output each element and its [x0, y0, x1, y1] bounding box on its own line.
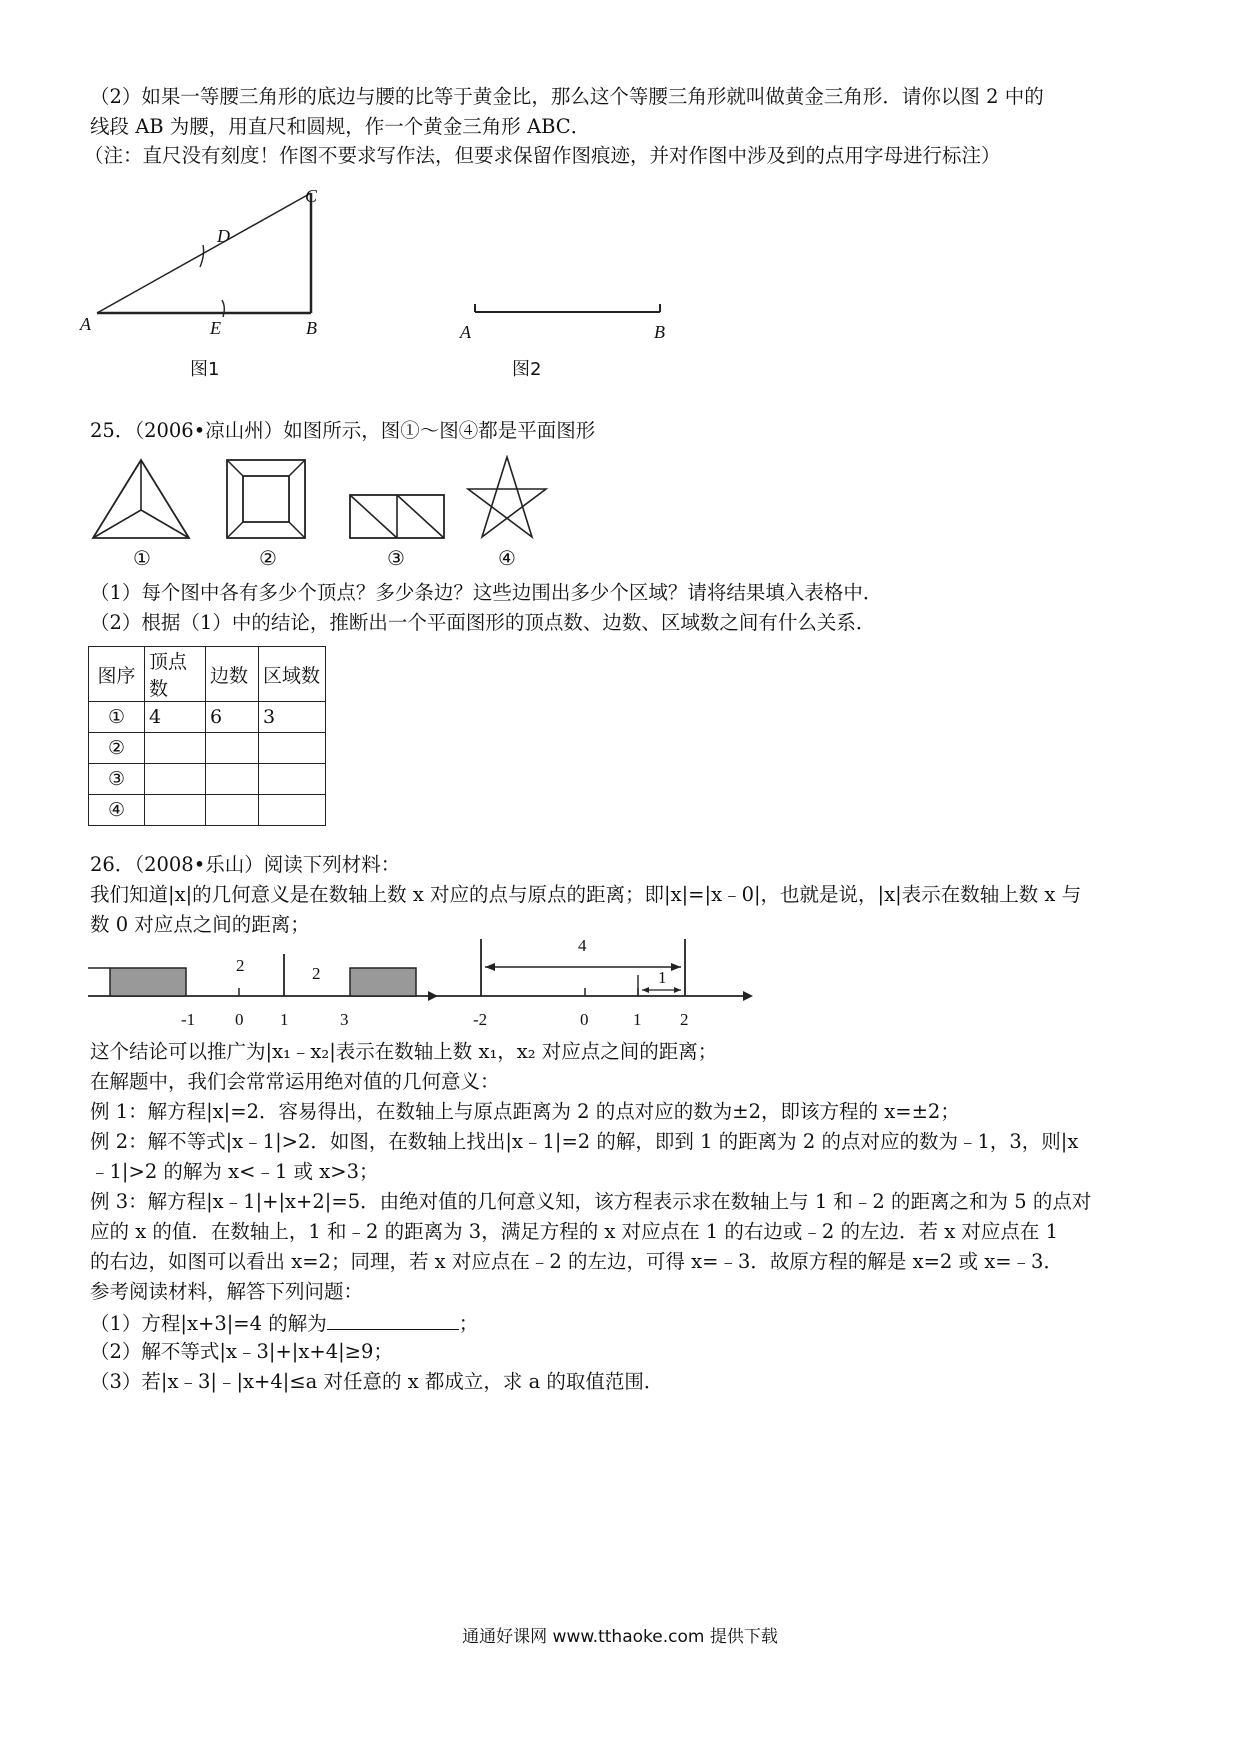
axis1-tick-neg1: -1: [181, 1010, 196, 1029]
q26-line1: 我们知道|x|的几何意义是在数轴上数 x 对应的点与原点的距离；即|x|=|x﹣0|，也就是说，|x|表示在数轴上数 x 与: [90, 883, 1082, 906]
table-row: [89, 795, 326, 826]
fig1-label-d: D: [217, 226, 230, 246]
page-footer: 通通好课网 www.tthaoke.com 提供下载: [462, 1627, 778, 1647]
table-cell[interactable]: [259, 733, 326, 764]
figure-rectangle: [350, 495, 444, 538]
q26-instructions: 参考阅读材料，解答下列问题：: [90, 1280, 364, 1303]
q25-part1: （1）每个图中各有多少个顶点？多少条边？这些边围出多少个区域？请将结果填入表格中．: [90, 581, 883, 604]
table-cell[interactable]: [145, 795, 206, 826]
q26-part1-end: ；: [458, 1312, 479, 1335]
axis2-tick-1: 1: [633, 1010, 642, 1029]
q25-table: [88, 646, 326, 826]
q25-part2: （2）根据（1）中的结论，推断出一个平面图形的顶点数、边数、区域数之间有什么关系．: [90, 611, 876, 634]
fig1-label-a: A: [80, 314, 91, 334]
table-row: [89, 764, 326, 795]
fig1-label-c: C: [305, 186, 318, 206]
table-cell[interactable]: [145, 764, 206, 795]
q26-example3-b: 应的 x 的值．在数轴上，1 和﹣2 的距离为 3，满足方程的 x 对应点在 1 的右边或﹣2 的左边．若 x 对应点在 1: [90, 1220, 1059, 1243]
fig-label-1: ①: [133, 548, 151, 570]
q26-line4: 在解题中，我们会常常运用绝对值的几何意义：: [90, 1070, 500, 1093]
q25-header: 25．（2006•凉山州）如图所示，图①～图④都是平面图形: [90, 419, 596, 442]
q25-figures: [88, 455, 568, 541]
q24-line2: 线段 AB 为腰，用直尺和圆规，作一个黄金三角形 ABC．: [90, 115, 591, 138]
answer-blank[interactable]: [327, 1307, 459, 1330]
q24-line1: （2）如果一等腰三角形的底边与腰的比等于黄金比，那么这个等腰三角形就叫做黄金三角形．请你以图 2 中的: [90, 85, 1044, 108]
table-header-row: [89, 647, 326, 702]
axis2-distance-4: 4: [578, 936, 587, 955]
table-cell: ③: [89, 764, 145, 795]
table-header-cell: 边数: [206, 647, 259, 702]
table-cell: ②: [89, 733, 145, 764]
axis2-tick-0: 0: [580, 1010, 589, 1029]
fig2-label-a: A: [460, 322, 471, 342]
figure-1-caption: 图1: [190, 359, 220, 380]
table-cell[interactable]: [145, 733, 206, 764]
table-cell: 6: [206, 702, 259, 733]
table-cell[interactable]: [206, 795, 259, 826]
q26-example3-a: 例 3：解方程|x﹣1|+|x+2|=5．由绝对值的几何意义知，该方程表示求在数轴上与 1 和﹣2 的距离之和为 5 的点对: [90, 1190, 1092, 1213]
axis1-tick-1: 1: [280, 1010, 289, 1029]
table-cell: 4: [145, 702, 206, 733]
number-line-2: [435, 935, 755, 1010]
q26-example2-a: 例 2：解不等式|x﹣1|>2．如图，在数轴上找出|x﹣1|=2 的解，即到 1 的距离为 2 的点对应的数为﹣1，3，则|x: [90, 1130, 1079, 1153]
axis2-tick-neg2: -2: [473, 1010, 488, 1029]
q24-note: （注：直尺没有刻度！作图不要求写作法，但要求保留作图痕迹，并对作图中涉及到的点用字母进行标注）: [84, 144, 1001, 167]
table-cell: ①: [89, 702, 145, 733]
q26-example1: 例 1：解方程|x|=2．容易得出，在数轴上与原点距离为 2 的点对应的数为±2，即该方程的 x=±2；: [90, 1100, 960, 1123]
fig-label-4: ④: [498, 548, 516, 570]
table-header-cell: 顶点数: [145, 647, 206, 702]
q26-part1: [90, 1307, 478, 1339]
figure-star: [468, 457, 546, 537]
table-header-cell: 图序: [89, 647, 145, 702]
q26-header: 26．（2008•乐山）阅读下列材料：: [90, 853, 401, 876]
table-cell: ④: [89, 795, 145, 826]
table-row: [89, 733, 326, 764]
axis1-tick-3: 3: [340, 1010, 349, 1029]
axis1-distance-left: 2: [236, 956, 245, 975]
q26-example2-b: ﹣1|>2 的解为 x<﹣1 或 x>3；: [90, 1160, 379, 1183]
table-row: [89, 702, 326, 733]
q26-part3: （3）若|x﹣3|﹣|x+4|≤a 对任意的 x 都成立，求 a 的取值范围．: [90, 1370, 664, 1393]
axis2-distance-1: 1: [658, 968, 667, 987]
table-cell[interactable]: [259, 795, 326, 826]
q26-part2: （2）解不等式|x﹣3|+|x+4|≥9；: [90, 1340, 393, 1363]
fig2-label-b: B: [654, 322, 665, 342]
table-cell[interactable]: [259, 764, 326, 795]
axis2-tick-2: 2: [680, 1010, 689, 1029]
figure-2-diagram: [465, 300, 670, 330]
figure-square: [227, 460, 305, 538]
fig1-label-e: E: [210, 318, 221, 338]
table-header-cell: 区域数: [259, 647, 326, 702]
fig-label-3: ③: [387, 548, 405, 570]
figure-triangle: [93, 460, 189, 538]
fig-label-2: ②: [259, 548, 277, 570]
q26-part1-text: （1）方程|x+3|=4 的解为: [90, 1312, 327, 1335]
fig1-label-b: B: [306, 318, 317, 338]
axis1-tick-0: 0: [235, 1010, 244, 1029]
number-line-1: [88, 940, 438, 1010]
q26-line3: 这个结论可以推广为|x₁﹣x₂|表示在数轴上数 x₁，x₂ 对应点之间的距离；: [90, 1040, 718, 1063]
q26-line2: 数 0 对应点之间的距离；: [90, 913, 310, 936]
table-cell[interactable]: [206, 733, 259, 764]
table-cell: 3: [259, 702, 326, 733]
axis1-distance-right: 2: [312, 964, 321, 983]
q26-example3-c: 的右边，如图可以看出 x=2；同理，若 x 对应点在﹣2 的左边，可得 x=﹣3．故原方程的解是 x=2 或 x=﹣3．: [90, 1250, 1063, 1273]
figure-2-caption: 图2: [512, 359, 542, 380]
table-cell[interactable]: [206, 764, 259, 795]
